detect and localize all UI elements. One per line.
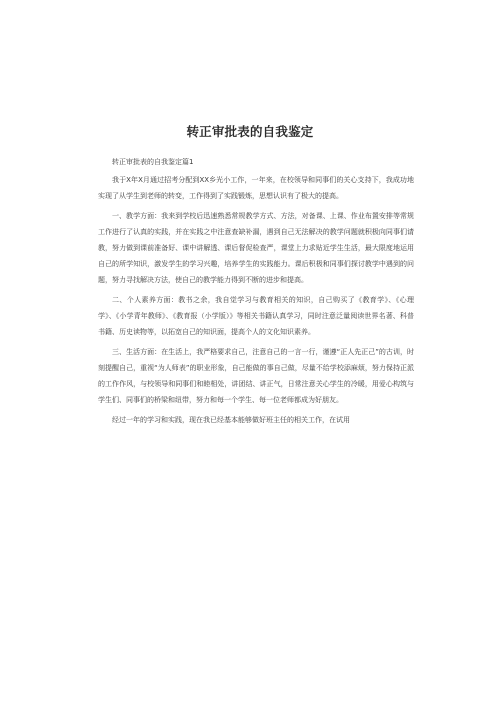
document-title: 转正审批表的自我鉴定	[186, 124, 314, 139]
paragraph-personal: 二、个人素养方面：教书之余，我自觉学习与教育相关的知识，自己购买了《教育学》、《心理学》、《小学青年教师》、《教育报（小学版）》等相关书籍认真学习，同时注意泛量阅读世界名著、科普书籍、历史读物等，以拓宽自己的知识面，提高个人的文化知识素养。	[98, 296, 414, 336]
paragraph-intro: 我于X年X月通过招考分配到XX乡光小工作，一年来，在校领导和同事们的关心支持下，我成功地实现了从学生到老师的转变，工作得到了实践锻炼，思想认识有了极大的提高。	[98, 176, 414, 200]
document-body	[98, 154, 414, 432]
paragraph-closing: 经过一年的学习和实践，现在我已经基本能够做好班主任的相关工作，在试用	[112, 416, 350, 424]
paragraph-life: 三、生活方面：在生活上，我严格要求自己，注意自己的一言一行，谨遵“正人先正己”的古训，时刻提醒自己，重视“为人师表”的职业形象，自己能做的事自己做，尽量不给学校添麻烦，努力保持正派的工作作风，与校领导和同事们和睦相处，讲团结、讲正气，日常注意关心学生的冷暖，用爱心构筑与学生们、同事们的桥梁和纽带，努力和每一个学生、每一位老师都成为好朋友。	[98, 348, 414, 404]
section-heading: 转正审批表的自我鉴定篇1	[112, 158, 194, 166]
paragraph-teaching: 一、教学方面：我来到学校后迅速熟悉常规教学方式、方法，对备课、上课、作业布置安排等常规工作进行了认真的实践，并在实践之中注意查缺补漏，遇到自己无法解决的教学问题就积极向同事们请教，努力做到课前准备好、课中讲解透、课后督促检查严，课堂上力求贴近学生生活，最大限度地运用自己的所学知识，激发学生的学习兴趣，培养学生的实践能力。课后积极和同事们探讨教学中遇到的问题，努力寻找解决方法，使自己的教学能力得到不断的进步和提高。	[98, 212, 414, 284]
